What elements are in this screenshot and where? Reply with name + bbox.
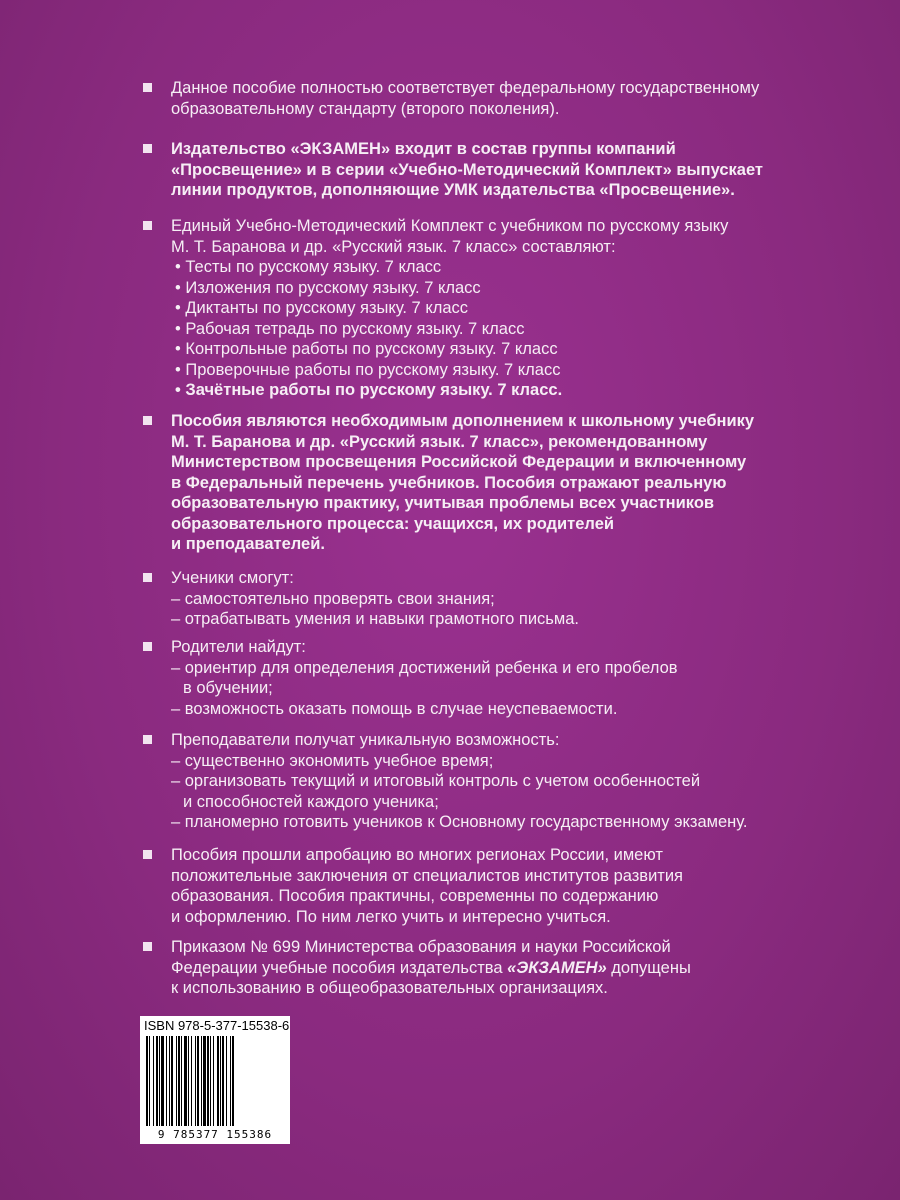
teachers-title: Преподаватели получат уникальную возможность: [171,731,560,749]
barcode-bar [149,1036,150,1126]
square-bullet-icon [143,573,152,582]
text-line: и оформлению. По ним легко учить и интересно учиться. [171,907,611,926]
umk-list-item: • Рабочая тетрадь по русскому языку. 7 класс [175,319,525,338]
barcode-bar [220,1036,221,1126]
barcode-bar [191,1036,192,1126]
students-item: – отрабатывать умения и навыки грамотного письма. [171,610,579,628]
square-bullet-icon [143,221,152,230]
students-paragraph [145,568,885,630]
barcode-bar [232,1036,234,1126]
barcode-bar [169,1036,170,1126]
text-line: Единый Учебно-Методический Комплект с учебником по русскому языку [171,217,729,235]
umk-list-item: • Контрольные работы по русскому языку. 7 класс [175,340,558,358]
umk-list-item: • Диктанты по русскому языку. 7 класс [175,299,469,317]
barcode-bar [153,1036,154,1126]
umk-list-item: • Тесты по русскому языку. 7 класс [175,258,442,276]
text-line: Федерации учебные пособия издательства «ЭКЗАМЕН» допущены [171,958,691,977]
barcode-bar [188,1036,189,1126]
text-line: в Федеральный перечень учебников. Пособия отражают реальную [171,473,727,492]
square-bullet-icon [143,144,152,153]
text-line: Издательство «ЭКЗАМЕН» входит в состав группы компаний [171,140,676,158]
barcode-bar [197,1036,199,1126]
order-paragraph [145,937,885,999]
text-line: образовательную практику, учитывая проблемы всех участников [171,494,715,512]
umk-list-item-bold: • Зачётные работы по русскому языку. 7 класс. [175,381,563,399]
parents-item: – возможность оказать помощь в случае неуспеваемости. [171,699,618,718]
text-line: Приказом № 699 Министерства образования и науки Российской [171,938,671,956]
text-line: образовательному стандарту (второго поколения). [171,99,560,118]
isbn-label: ISBN 978-5-377-15538-6 [144,1018,290,1033]
text-line: к использованию в общеобразовательных организациях. [171,979,608,997]
barcode-bar [230,1036,231,1126]
supplement-paragraph [145,411,885,555]
square-bullet-icon [143,942,152,951]
square-bullet-icon [143,642,152,651]
umk-paragraph [145,216,885,401]
teachers-paragraph [145,730,885,833]
approbation-paragraph [145,845,885,927]
text-line: Данное пособие полностью соответствует федеральному государственному [171,79,760,97]
barcode-bar [161,1036,164,1126]
barcode-bar [146,1036,148,1126]
barcode-bar [210,1036,211,1126]
text-line: образования. Пособия практичны, современны по содержанию [171,887,659,905]
barcode-bar [226,1036,227,1126]
barcode-bar [222,1036,224,1126]
students-item: – самостоятельно проверять свои знания; [171,589,495,608]
text-line: линии продуктов, дополняющие УМК издательства «Просвещение». [171,181,735,199]
text-line: «Просвещение» и в серии «Учебно-Методический Комплект» выпускает [171,160,764,179]
teachers-item: – организовать текущий и итоговый контроль с учетом особенностей [171,772,701,790]
barcode-digits: 9 785377 155386 [157,1128,273,1141]
barcode-bar [166,1036,167,1126]
barcode-icon [144,1036,286,1128]
parents-item: в обучении; [183,679,273,697]
barcode-bar [176,1036,177,1126]
barcode-bar [171,1036,173,1126]
teachers-item: – существенно экономить учебное время; [171,751,494,770]
square-bullet-icon [143,416,152,425]
square-bullet-icon [143,850,152,859]
parents-title: Родители найдут: [171,638,306,656]
parents-item: – ориентир для определения достижений ребенка и его пробелов [171,658,678,677]
umk-list-item: • Изложения по русскому языку. 7 класс [175,278,481,297]
barcode-bar [201,1036,202,1126]
barcode-bar [178,1036,180,1126]
barcode-bar [195,1036,196,1126]
barcode-bar [213,1036,214,1126]
text-line: Пособия являются необходимым дополнением к школьному учебнику [171,412,755,430]
text-line: М. Т. Баранова и др. «Русский язык. 7 класс», рекомендованному [171,432,708,451]
barcode-bar [159,1036,160,1126]
standard-paragraph [145,78,885,119]
students-title: Ученики смогут: [171,569,294,587]
square-bullet-icon [143,83,152,92]
text-line: Министерством просвещения Российской Федерации и включенному [171,453,747,471]
text-line: образовательного процесса: учащихся, их родителей [171,514,615,533]
text-line: М. Т. Баранова и др. «Русский язык. 7 класс» составляют: [171,237,616,256]
barcode-bar [207,1036,209,1126]
barcode-bar [181,1036,182,1126]
umk-list-item: • Проверочные работы по русскому языку. 7 класс [175,360,561,379]
parents-paragraph [145,637,885,719]
barcode-bar [203,1036,206,1126]
text-line: Пособия прошли апробацию во многих регионах России, имеют [171,846,663,864]
teachers-item: – планомерно готовить учеников к Основному государственному экзамену. [171,813,748,831]
text-line: положительные заключения от специалистов институтов развития [171,866,683,885]
text-line: и преподавателей. [171,535,325,553]
barcode-bar [184,1036,187,1126]
isbn-barcode-panel [140,1016,290,1144]
barcode-bar [156,1036,158,1126]
publisher-paragraph [145,139,885,201]
barcode-bar [217,1036,219,1126]
square-bullet-icon [143,735,152,744]
teachers-item: и способностей каждого ученика; [183,792,439,811]
